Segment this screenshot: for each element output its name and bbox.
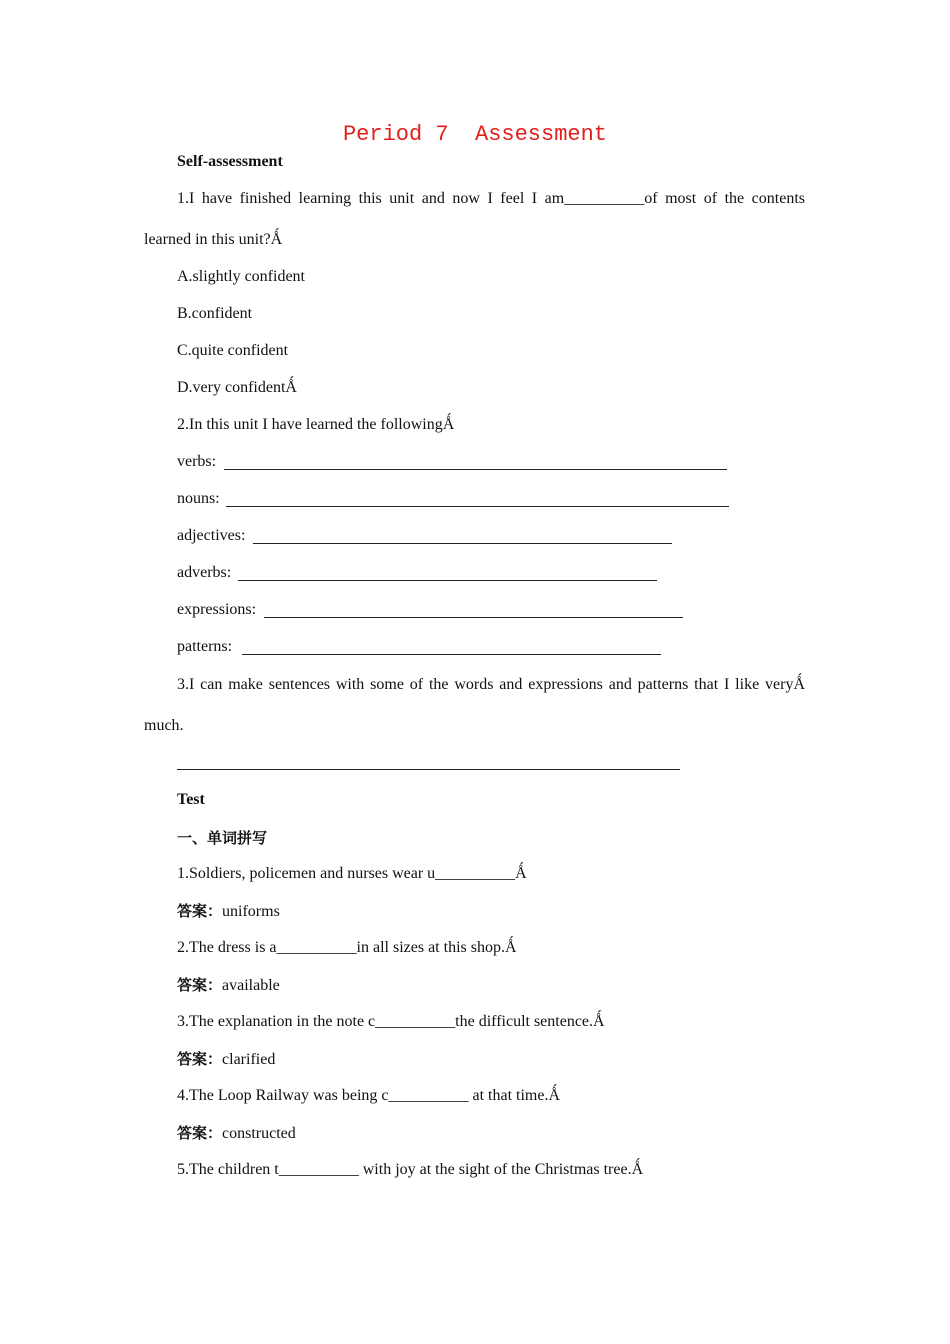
- answer-value: clarified: [222, 1051, 276, 1068]
- test-question-4: 4.The Loop Railway was being c__________ at that time.Ǻ: [177, 1087, 561, 1104]
- option-c: C.quite confident: [177, 342, 289, 359]
- test-question-2: 2.The dress is a__________in all sizes at this shop.Ǻ: [177, 939, 517, 956]
- answer-label: 答案：: [177, 1050, 223, 1068]
- section-heading: 一、单词拼写: [177, 829, 268, 847]
- test-answer-1: [177, 901, 280, 922]
- blank-line-patterns: [242, 654, 661, 655]
- field-label-adjectives: adjectives:: [177, 527, 250, 544]
- blank-line-expressions: [264, 617, 683, 618]
- answer-value: constructed: [222, 1125, 296, 1142]
- question-1-line-2: learned in this unit?Ǻ: [144, 231, 283, 248]
- self-assessment-heading: Self-assessment: [177, 153, 283, 170]
- blank-line-adjectives: [253, 543, 672, 544]
- test-question-3: 3.The explanation in the note c__________the difficult sentence.Ǻ: [177, 1013, 605, 1030]
- test-heading: Test: [177, 791, 205, 808]
- option-b: B.confident: [177, 305, 253, 322]
- field-label-adverbs: adverbs:: [177, 564, 236, 581]
- answer-label: 答案：: [177, 1124, 223, 1142]
- question-3-line-1: 3.I can make sentences with some of the words and expressions and patterns that I like veryǺ: [177, 676, 805, 693]
- test-question-5: 5.The children t__________ with joy at the sight of the Christmas tree.Ǻ: [177, 1161, 644, 1178]
- answer-label: 答案：: [177, 902, 223, 920]
- test-answer-3: [177, 1049, 275, 1070]
- blank-line-verbs: [224, 469, 727, 470]
- blank-line-adverbs: [238, 580, 657, 581]
- question-2: 2.In this unit I have learned the followingǺ: [177, 416, 455, 433]
- blank-line-nouns: [226, 506, 729, 507]
- option-a: A.slightly confident: [177, 268, 305, 285]
- test-question-1: 1.Soldiers, policemen and nurses wear u__________Ǻ: [177, 865, 527, 882]
- question-1-line-1: 1.I have finished learning this unit and now I feel I am__________of most of the contents: [177, 190, 805, 207]
- test-answer-2: [177, 975, 280, 996]
- blank-line-question-3: [177, 769, 680, 770]
- option-d: D.very confidentǺ: [177, 379, 297, 396]
- answer-label: 答案：: [177, 976, 223, 994]
- answer-value: available: [222, 977, 280, 994]
- field-label-verbs: verbs:: [177, 453, 221, 470]
- answer-value: uniforms: [222, 903, 280, 920]
- page-title: Period 7 Assessment: [342, 122, 608, 147]
- field-label-expressions: expressions:: [177, 601, 261, 618]
- field-label-nouns: nouns:: [177, 490, 224, 507]
- field-label-patterns: patterns:: [177, 638, 237, 655]
- test-answer-4: [177, 1123, 296, 1144]
- question-3-line-2: much.: [144, 717, 184, 734]
